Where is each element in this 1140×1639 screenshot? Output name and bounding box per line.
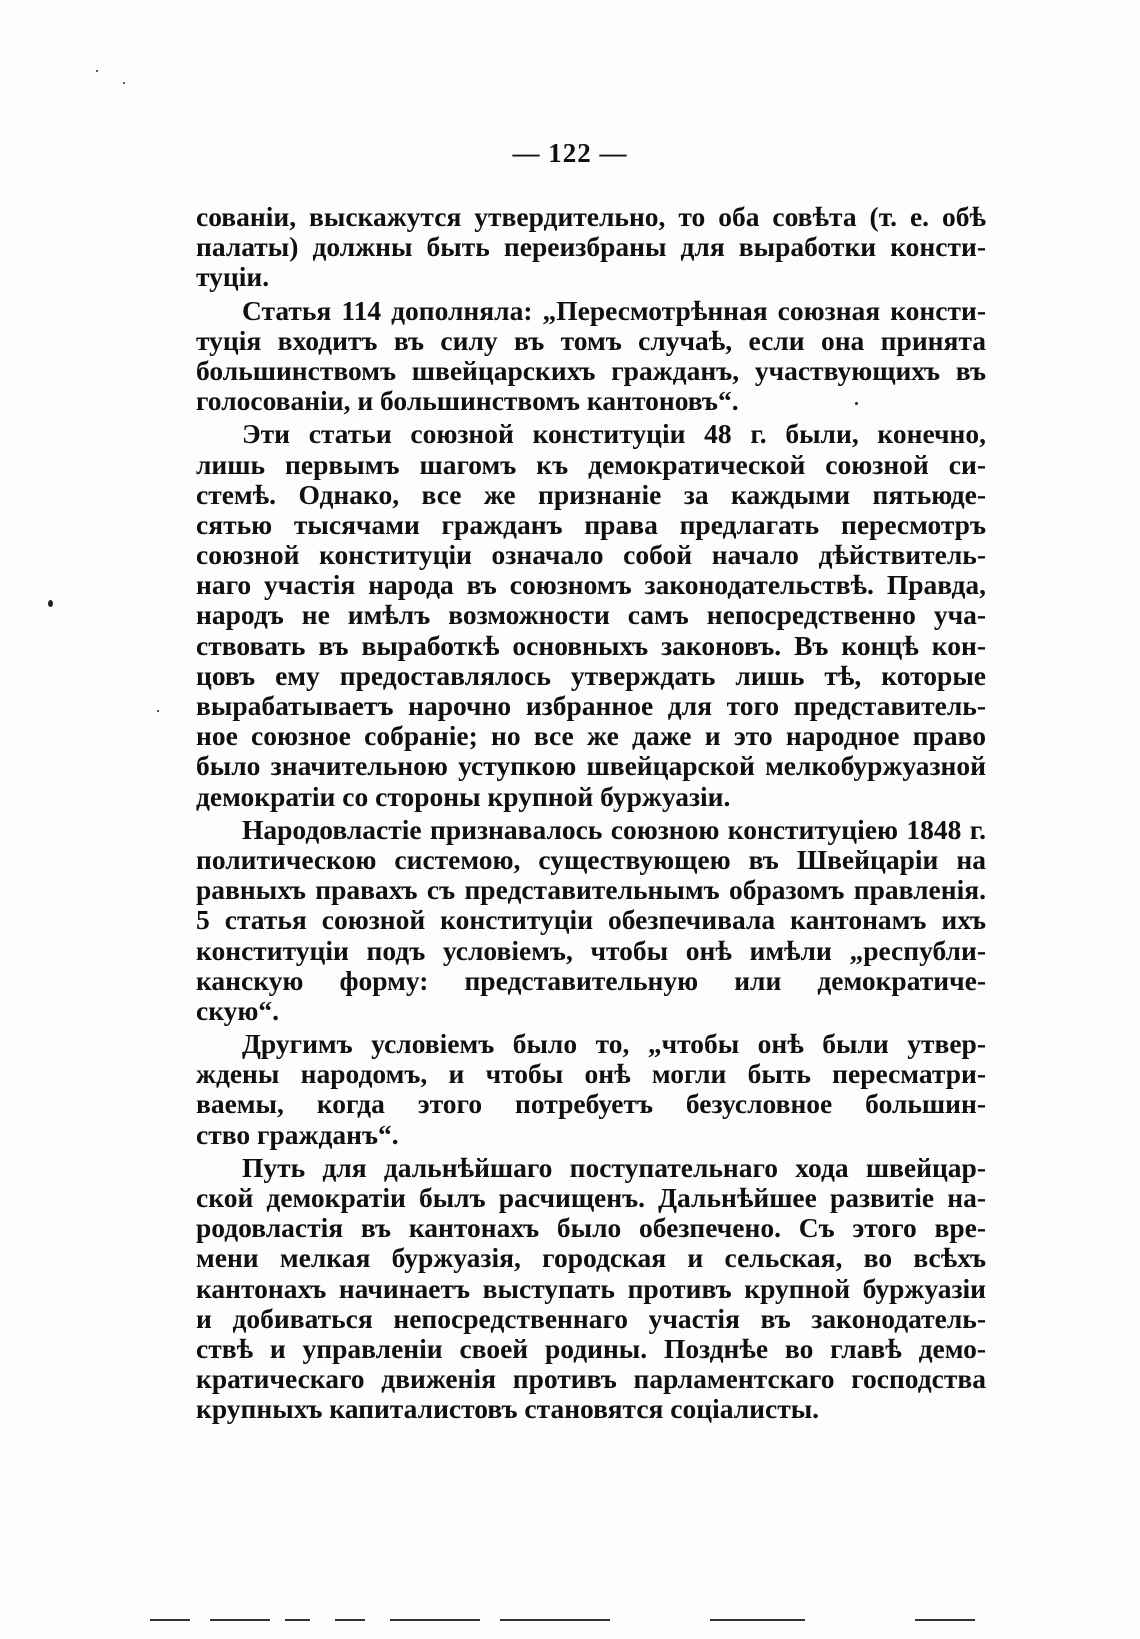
text-line: родовластія въ кантонахъ было обезпечено. Съ этого вре-	[196, 1212, 986, 1244]
scan-speck	[48, 600, 53, 607]
text-line: ской демократіи былъ расчищенъ. Дальнѣйшее развитіе на-	[196, 1182, 986, 1213]
text-line: ство гражданъ“.	[196, 1118, 399, 1150]
text-line: Путь для дальнѣйшаго поступательнаго хода швейцар-	[242, 1151, 986, 1183]
text-line: скую“.	[196, 994, 280, 1026]
text-line: ствовать въ выработкѣ основныхъ законовъ. Въ концѣ кон-	[196, 629, 986, 661]
scan-speck	[855, 402, 858, 405]
text-line: равныхъ правахъ съ представительнымъ образомъ правленія.	[196, 874, 986, 906]
scan-speck	[96, 70, 98, 72]
page-number: — 122 —	[512, 138, 628, 168]
text-line: Статья 114 дополняла: „Пересмотрѣнная союзная консти-	[242, 294, 986, 326]
text-line: мени мелкая буржуазія, городская и сельская, во всѣхъ	[196, 1242, 986, 1274]
text-line: стемѣ. Однако, все же признаніе за каждыми пятьюде-	[196, 478, 986, 510]
text-line: лишь первымъ шагомъ къ демократической союзной си-	[196, 448, 986, 480]
body-text	[196, 202, 986, 1425]
text-line: ваемы, когда этого потребуетъ безусловное большин-	[196, 1088, 986, 1120]
text-line: туціи.	[196, 261, 270, 293]
text-line: ждены народомъ, и чтобы онѣ могли быть пересматри-	[196, 1058, 986, 1090]
text-line: вырабатываетъ нарочно избранное для того представитель-	[196, 690, 986, 721]
scan-speck	[157, 710, 159, 712]
text-line: крупныхъ капиталистовъ становятся соціалисты.	[196, 1393, 820, 1425]
text-line: ствѣ и управленіи своей родины. Позднѣе во главѣ демо-	[196, 1332, 986, 1364]
text-line: кантонахъ начинаетъ выступать противъ крупной буржуазіи	[196, 1272, 986, 1304]
text-line: демократіи со стороны крупной буржуазіи.	[196, 780, 731, 812]
text-line: Эти статьи союзной конституціи 48 г. были, конечно,	[242, 418, 986, 450]
scan-edge-marks	[150, 1616, 1000, 1624]
text-line: сованіи, выскажутся утвердительно, то оба совѣта (т. е. обѣ	[196, 201, 986, 232]
scan-speck	[123, 82, 125, 84]
text-line: сятью тысячами гражданъ права предлагать пересмотръ	[196, 508, 986, 540]
text-line: союзной конституціи означало собой начало дѣйствитель-	[196, 539, 986, 571]
text-line: конституціи подъ условіемъ, чтобы онѣ имѣли „республи-	[196, 934, 986, 966]
text-line: Другимъ условіемъ было то, „чтобы онѣ были утвер-	[242, 1028, 986, 1060]
text-line: было значительною уступкою швейцарской мелкобуржуазной	[196, 750, 986, 782]
text-line: цовъ ему предоставлялось утверждать лишь тѣ, которые	[196, 659, 986, 691]
text-line: Народовластіе признавалось союзною конституціею 1848 г.	[242, 813, 986, 845]
text-line: канскую форму: представительную или демократиче-	[196, 964, 986, 996]
text-line: палаты) должны быть переизбраны для выработки консти-	[196, 231, 986, 263]
text-line: туція входитъ въ силу въ томъ случаѣ, если она принята	[196, 324, 986, 356]
text-line: народъ не имѣлъ возможности самъ непосредственно уча-	[196, 599, 986, 631]
text-line: голосованіи, и большинствомъ кантоновъ“.	[196, 385, 739, 417]
text-line: большинствомъ швейцарскихъ гражданъ, участвующихъ въ	[196, 354, 986, 386]
text-line: наго участія народа въ союзномъ законодательствѣ. Правда,	[196, 569, 986, 601]
text-line: кратическаго движенія противъ парламентскаго господства	[196, 1363, 986, 1395]
text-line: ное союзное собраніе; но все же даже и это народное право	[196, 720, 986, 752]
text-line: 5 статья союзной конституціи обезпечивала кантонамъ ихъ	[196, 904, 986, 936]
text-line: и добиваться непосредственнаго участія въ законодатель-	[196, 1302, 986, 1334]
text-line: политическою системою, существующею въ Швейцаріи на	[196, 843, 986, 875]
